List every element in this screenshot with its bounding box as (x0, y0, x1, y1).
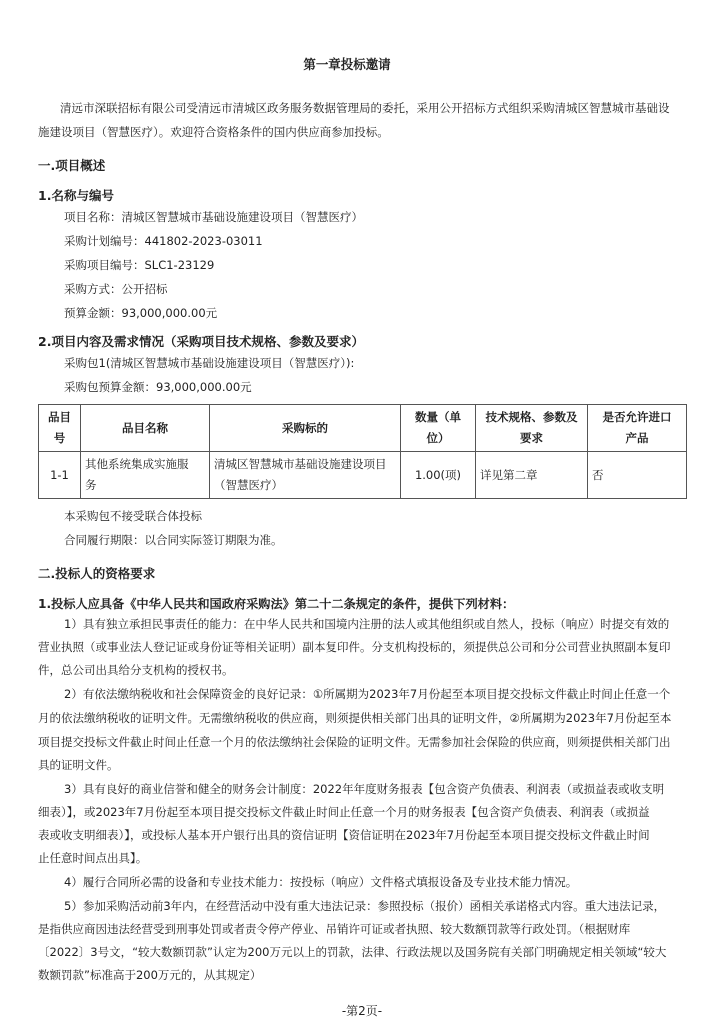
qualification-3-line-2: 细表）】，或2023年7月份起至本项目提交投标文件截止时间止任意一个月的财务报表【包含资产负债表、利润表（或损益 (38, 805, 650, 819)
items-table (38, 404, 687, 499)
qualification-2-line-2: 月的依法缴纳税收的证明文件。无需缴纳税收的供应商，则须提供相关部门出具的证明文件，②所属期为2023年7月份起至本 (38, 711, 672, 725)
qualification-3-line-1: 3）具有良好的商业信誉和健全的财务会计制度：2022年年度财务报表【包含资产负债表、利润表（或损益表或收支明 (64, 782, 665, 796)
qualification-3-line-4: 止任意时间点出具】。 (38, 851, 148, 865)
qualification-5-line-4: 数额罚款”标准高于200万元的，从其规定） (38, 968, 262, 982)
qualification-1-line-3: 件，总公司出具给分支机构的授权书。 (38, 663, 234, 677)
qualification-5-line-2: 是指供应商因违法经营受到刑事处罚或者责令停产停业、吊销许可证或者执照、较大数额罚款等行政处罚。（根据财库 (38, 922, 631, 936)
section-heading-qualifications: 二.投标人的资格要求 (38, 566, 156, 581)
subsection-heading-name-number: 1.名称与编号 (38, 188, 114, 203)
no-consortium-note: 本采购包不接受联合体投标 (64, 509, 202, 523)
table-header-cell: 品目名称 (81, 405, 210, 452)
qualification-5-line-3: 〔2022〕3号文，“较大数额罚款”认定为200万元以上的罚款，法律、行政法规以及国务院有关部门明确规定相关领域“较大 (38, 945, 667, 959)
table-header-cell: 品目 号 (39, 405, 81, 452)
item-target-cell: 清城区智慧城市基础设施建设项目 （智慧医疗） (210, 452, 401, 499)
section-heading-overview: 一.项目概述 (38, 158, 106, 173)
table-header-cell: 是否允许进口 产品 (588, 405, 687, 452)
plan-number: 采购计划编号：441802-2023-03011 (64, 234, 263, 248)
table-header-cell: 采购标的 (210, 405, 401, 452)
project-number: 采购项目编号：SLC1-23129 (64, 258, 215, 272)
qualification-1-line-2: 营业执照（或事业法人登记证或身份证等相关证明）副本复印件。分支机构投标的，须提供总公司和分公司营业执照副本复印 (38, 640, 671, 654)
item-spec-cell: 详见第二章 (476, 452, 588, 499)
package-title: 采购包1(清城区智慧城市基础设施建设项目（智慧医疗）): (64, 356, 355, 370)
subsection-heading-law-conditions: 1.投标人应具备《中华人民共和国政府采购法》第二十二条规定的条件，提供下列材料： (38, 597, 515, 611)
item-quantity-cell: 1.00(项) (401, 452, 476, 499)
subsection-heading-content: 2.项目内容及需求情况（采购项目技术规格、参数及要求） (38, 334, 364, 349)
intro-line-1: 清远市深联招标有限公司受清远市清城区政务服务数据管理局的委托，采用公开招标方式组织采购清城区智慧城市基础设 (60, 101, 670, 115)
qualification-3-line-3: 表或收支明细表）】，或投标人基本开户银行出具的资信证明【资信证明在2023年7月份起至本项目提交投标文件截止时间 (38, 828, 650, 842)
item-name-cell: 其他系统集成实施服 务 (81, 452, 210, 499)
qualification-2-line-3: 项目提交投标文件截止时间止任意一个月的依法缴纳社会保险的证明文件。无需参加社会保险的供应商，则须提供相关部门出 (38, 735, 671, 749)
qualification-2-line-4: 具的证明文件。 (38, 758, 119, 772)
table-header-row (39, 405, 687, 452)
procurement-method: 采购方式：公开招标 (64, 282, 168, 296)
qualification-5-line-1: 5）参加采购活动前3年内，在经营活动中没有重大违法记录：参照投标（报价）函相关承诺格式内容。重大违法记录， (64, 899, 666, 913)
item-import-cell: 否 (588, 452, 687, 499)
item-number-cell: 1-1 (39, 452, 81, 499)
table-header-cell: 技术规格、参数及 要求 (476, 405, 588, 452)
page-title: 第一章投标邀请 (303, 58, 391, 73)
qualification-1-line-1: 1）具有独立承担民事责任的能力：在中华人民共和国境内注册的法人或其他组织或自然人，投标（响应）时提交有效的 (64, 617, 670, 631)
page-number: -第2页- (341, 1004, 383, 1018)
intro-line-2: 施建设项目（智慧医疗）。欢迎符合资格条件的国内供应商参加投标。 (38, 125, 389, 139)
qualification-2-line-1: 2）有依法缴纳税收和社会保障资金的良好记录：①所属期为2023年7月份起至本项目提交投标文件截止时间止任意一个 (64, 687, 671, 701)
contract-period: 合同履行期限：以合同实际签订期限为准。 (64, 533, 283, 547)
table-row (39, 452, 687, 499)
package-budget: 采购包预算金额：93,000,000.00元 (64, 380, 252, 394)
project-name: 项目名称：清城区智慧城市基础设施建设项目（智慧医疗） (64, 210, 363, 224)
budget-amount: 预算金额：93,000,000.00元 (64, 306, 218, 320)
table-header-cell: 数量（单 位） (401, 405, 476, 452)
qualification-4-line-1: 4）履行合同所必需的设备和专业技术能力：按投标（响应）文件格式填报设备及专业技术能力情况。 (64, 875, 578, 889)
